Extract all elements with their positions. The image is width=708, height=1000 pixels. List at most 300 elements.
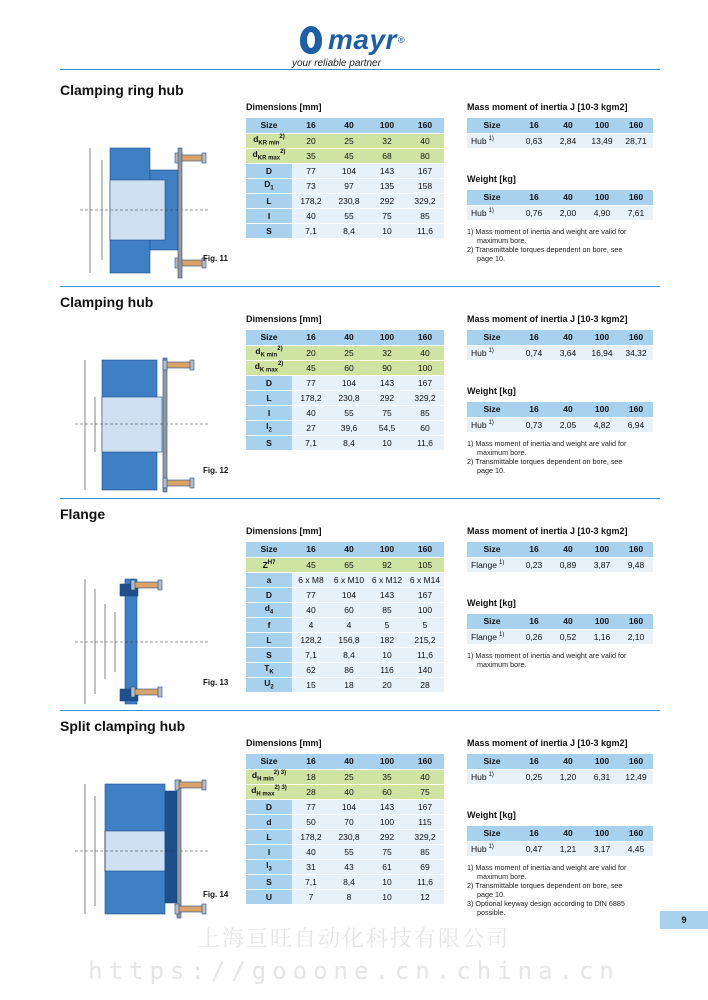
row-label-text: Hub [471, 347, 487, 358]
dimension-value: 104 [330, 375, 368, 390]
dimension-value: 80 [406, 148, 444, 163]
dimension-value: 32 [368, 133, 406, 148]
dimension-label [246, 889, 292, 904]
page-number: 9 [660, 911, 708, 929]
tagline: your reliable partner [288, 58, 385, 69]
dimension-value: 100 [406, 360, 444, 375]
dimension-value: 55 [330, 405, 368, 420]
size-header-cell: 160 [619, 118, 653, 133]
dimension-label [246, 814, 292, 829]
dimension-row [246, 632, 444, 647]
technical-drawing [60, 736, 220, 921]
weight-value: 0,47 [517, 841, 551, 856]
dimension-value: 20 [292, 345, 330, 360]
dimension-value: 45 [330, 148, 368, 163]
footnote-line: 1) Mass moment of inertia and weight are valid for [467, 439, 627, 448]
dimension-value: 60 [406, 420, 444, 435]
dimension-value: 90 [368, 360, 406, 375]
inertia-value: 13,49 [585, 133, 619, 148]
dimension-row [246, 178, 444, 193]
size-header-cell: 16 [517, 826, 551, 841]
dimension-value: 85 [368, 602, 406, 617]
dimension-value: 292 [368, 193, 406, 208]
dimension-label [246, 375, 292, 390]
footnote-line: 2) Transmittable torques dependent on bore, see [467, 881, 623, 890]
dimension-row [246, 193, 444, 208]
size-header-cell: Size [467, 330, 517, 345]
inertia-value: 9,48 [619, 557, 653, 572]
size-header-cell: 160 [619, 826, 653, 841]
inertia-table [467, 118, 653, 149]
dimension-label [246, 632, 292, 647]
dimension-value: 6 x M14 [406, 572, 444, 587]
bolt [166, 362, 192, 368]
row-label-sup: 2) 3) [274, 785, 287, 792]
row-label-text: d [254, 361, 260, 372]
size-header-cell: 100 [585, 190, 619, 205]
size-header-cell: Size [467, 614, 517, 629]
size-header-cell: Size [246, 118, 292, 133]
technical-drawing [60, 312, 220, 497]
dimension-row [246, 148, 444, 163]
bolt-head [163, 360, 167, 370]
dimension-value: 104 [330, 163, 368, 178]
dimension-value: 329,2 [406, 829, 444, 844]
row-label-text: f [267, 619, 271, 630]
footnote-line: page 10. [477, 254, 505, 263]
dimension-label [246, 193, 292, 208]
size-header-cell: 100 [585, 118, 619, 133]
size-header-cell: 16 [292, 754, 330, 769]
size-header-cell: 100 [368, 118, 406, 133]
row-label-sup: 2) [280, 149, 286, 156]
inertia-value: 12,49 [619, 769, 653, 784]
dimension-value: 85 [406, 208, 444, 223]
bolt-head [175, 904, 179, 914]
dimension-value: 140 [406, 662, 444, 677]
dimension-value: 15 [292, 677, 330, 692]
dimension-row [246, 784, 444, 799]
bolt-nut [202, 780, 206, 790]
row-label-sub: 2 [268, 427, 272, 434]
size-header-cell: 40 [551, 118, 585, 133]
section-title: Flange [60, 506, 106, 522]
row-label-text: L [266, 634, 272, 645]
weight-row [467, 205, 653, 220]
row-label-text: D [265, 165, 273, 176]
row-label-text: L [266, 392, 272, 403]
size-header-row [246, 542, 444, 557]
weight-value: 6,94 [619, 417, 653, 432]
size-header-cell: 160 [406, 118, 444, 133]
row-label-text: Flange [471, 631, 497, 642]
weight-value: 0,26 [517, 629, 551, 644]
size-header-cell: Size [467, 754, 517, 769]
weight-table [467, 402, 653, 433]
size-header-cell: 40 [551, 754, 585, 769]
row-label-sub: 4 [269, 609, 274, 616]
dimension-row [246, 677, 444, 692]
mayr-logo-icon [300, 26, 322, 54]
header-rule [60, 69, 660, 70]
brand-name: mayr [328, 24, 397, 55]
flange-body [125, 579, 137, 704]
dimension-row [246, 844, 444, 859]
dimension-value: 25 [330, 133, 368, 148]
weight-value: 1,21 [551, 841, 585, 856]
dimension-value: 35 [368, 769, 406, 784]
dimension-value: 8 [330, 889, 368, 904]
row-label-text: d [251, 770, 258, 781]
footnote-line: maximum bore. [477, 448, 527, 457]
size-header-cell: 16 [292, 118, 330, 133]
weight-title: Weight [kg] [467, 598, 516, 608]
size-header-cell: 100 [368, 542, 406, 557]
size-header-cell: 160 [619, 754, 653, 769]
size-header-cell: 100 [585, 402, 619, 417]
weight-table [467, 826, 653, 857]
dimension-value: 5 [368, 617, 406, 632]
dimension-value: 43 [330, 859, 368, 874]
size-header-row [246, 118, 444, 133]
flange-plate [163, 358, 167, 492]
dimension-label [246, 874, 292, 889]
size-header-cell: 16 [517, 402, 551, 417]
row-label-sub: KR min [258, 140, 280, 147]
dimensions-table [246, 118, 444, 239]
row-label-text: D [264, 179, 271, 190]
dimension-label [246, 844, 292, 859]
dimension-value: 27 [292, 420, 330, 435]
dimension-row [246, 799, 444, 814]
row-label-text: T [264, 663, 270, 674]
bolt [134, 689, 160, 695]
footnote-line: 2) Transmittable torques dependent on bore, see [467, 457, 623, 466]
weight-value: 2,05 [551, 417, 585, 432]
figure-label: Fig. 11 [203, 254, 228, 263]
inertia-value: 0,23 [517, 557, 551, 572]
dimension-row [246, 435, 444, 450]
row-label-sup: 1) [488, 771, 494, 778]
size-header-cell: 40 [551, 614, 585, 629]
footnote-line: 2) Transmittable torques dependent on bore, see [467, 245, 623, 254]
inertia-value: 6,31 [585, 769, 619, 784]
dimension-value: 85 [406, 405, 444, 420]
size-header-cell: 16 [517, 614, 551, 629]
size-header-cell: 160 [406, 542, 444, 557]
inertia-label [467, 345, 517, 360]
dimension-value: 143 [368, 587, 406, 602]
dimension-label [246, 133, 292, 148]
dimension-value: 77 [292, 163, 330, 178]
row-label-text: L [266, 195, 272, 206]
dimension-value: 104 [330, 587, 368, 602]
row-label-text: D [265, 801, 273, 812]
row-label-text: S [266, 437, 272, 448]
dimension-value: 135 [368, 178, 406, 193]
inertia-value: 0,63 [517, 133, 551, 148]
inertia-value: 0,89 [551, 557, 585, 572]
size-header-cell: 100 [585, 542, 619, 557]
inertia-title: Mass moment of inertia J [10-3 kgm2] [467, 738, 628, 748]
row-label-text: U [264, 678, 271, 689]
row-label-text: l [267, 210, 271, 221]
size-header-cell: 100 [585, 330, 619, 345]
size-header-cell: Size [246, 754, 292, 769]
dimension-label [246, 148, 292, 163]
size-header-cell: 40 [330, 542, 368, 557]
size-header-cell: 40 [551, 542, 585, 557]
dimension-value: 143 [368, 163, 406, 178]
dimension-row [246, 208, 444, 223]
dimension-value: 230,8 [330, 193, 368, 208]
dimension-value: 39,6 [330, 420, 368, 435]
dimension-value: 85 [406, 844, 444, 859]
dimension-value: 182 [368, 632, 406, 647]
row-label-text: d [251, 785, 257, 796]
dimension-value: 60 [368, 784, 406, 799]
dimension-label [246, 602, 292, 617]
dimensions-title: Dimensions [mm] [246, 738, 322, 748]
row-label-text: Hub [471, 135, 487, 146]
dimension-value: 35 [292, 148, 330, 163]
dimension-value: 100 [406, 602, 444, 617]
row-label-text: L [266, 831, 272, 842]
dimension-value: 20 [368, 677, 406, 692]
size-header-row [467, 402, 653, 417]
dimension-value: 6 x M12 [368, 572, 406, 587]
dimension-value: 178,2 [292, 193, 330, 208]
size-header-row [467, 826, 653, 841]
dimension-value: 167 [406, 587, 444, 602]
dimension-label [246, 769, 292, 784]
inertia-row [467, 345, 653, 360]
dimension-value: 178,2 [292, 829, 330, 844]
dimension-value: 4 [292, 617, 330, 632]
dimension-value: 75 [368, 208, 406, 223]
footnote-line: maximum bore. [477, 660, 527, 669]
row-label-sub: K max [259, 367, 278, 374]
product-section [0, 506, 708, 711]
inertia-title: Mass moment of inertia J [10-3 kgm2] [467, 102, 628, 112]
dimension-value: 40 [292, 844, 330, 859]
dimension-row [246, 889, 444, 904]
dimension-value: 11,6 [406, 647, 444, 662]
size-header-row [467, 330, 653, 345]
footnote-line: 3) Optional keyway design according to DIN 6885 [467, 899, 625, 908]
size-header-cell: 16 [517, 330, 551, 345]
size-header-cell: 100 [368, 754, 406, 769]
row-label-text: l [267, 846, 271, 857]
row-label-sub: 1 [270, 185, 274, 192]
dimension-value: 40 [406, 769, 444, 784]
size-header-row [467, 754, 653, 769]
size-header-cell: 16 [517, 754, 551, 769]
inertia-label [467, 769, 517, 784]
size-header-cell: 100 [585, 826, 619, 841]
dimension-value: 55 [330, 208, 368, 223]
dimension-label [246, 677, 292, 692]
dimension-value: 28 [406, 677, 444, 692]
flange-plate [177, 780, 181, 918]
inertia-title: Mass moment of inertia J [10-3 kgm2] [467, 526, 628, 536]
dimension-value: 10 [368, 223, 406, 238]
dimension-value: 215,2 [406, 632, 444, 647]
dimension-value: 86 [330, 662, 368, 677]
row-label-text: d [253, 134, 259, 145]
dimension-row [246, 405, 444, 420]
dimensions-title: Dimensions [mm] [246, 314, 322, 324]
dimension-row [246, 572, 444, 587]
weight-row [467, 629, 653, 644]
dimension-row [246, 617, 444, 632]
dimension-value: 92 [368, 557, 406, 572]
weight-value: 4,82 [585, 417, 619, 432]
inertia-table [467, 542, 653, 573]
dimension-value: 55 [330, 844, 368, 859]
weight-table [467, 190, 653, 221]
bolt-nut [202, 153, 206, 163]
page-header [0, 0, 708, 80]
row-label-text: D [265, 377, 273, 388]
inertia-value: 0,25 [517, 769, 551, 784]
dimension-label [246, 799, 292, 814]
dimension-label [246, 420, 292, 435]
dimension-value: 65 [330, 557, 368, 572]
dimension-label [246, 784, 292, 799]
dimension-value: 60 [330, 360, 368, 375]
dimension-value: 40 [292, 602, 330, 617]
dimension-value: 28 [292, 784, 330, 799]
weight-row [467, 841, 653, 856]
dimension-row [246, 345, 444, 360]
size-header-cell: Size [467, 402, 517, 417]
row-label-text: Hub [471, 207, 487, 218]
bolt-head [131, 687, 135, 697]
weight-label [467, 417, 517, 432]
dimension-value: 230,8 [330, 390, 368, 405]
dimension-row [246, 602, 444, 617]
dimension-value: 105 [406, 557, 444, 572]
watermark-url: https://gooone.cn.china.cn [88, 957, 620, 985]
row-label-text: Hub [471, 419, 487, 430]
dimension-value: 25 [330, 769, 368, 784]
dimension-value: 10 [368, 874, 406, 889]
size-header-cell: 100 [368, 330, 406, 345]
size-header-cell: 40 [551, 330, 585, 345]
dimension-value: 75 [368, 844, 406, 859]
dimension-value: 11,6 [406, 435, 444, 450]
dimensions-title: Dimensions [mm] [246, 102, 322, 112]
weight-value: 0,73 [517, 417, 551, 432]
dimension-label [246, 662, 292, 677]
dimension-value: 167 [406, 799, 444, 814]
row-label-sub: K [269, 669, 274, 676]
dimension-row [246, 769, 444, 784]
dimension-value: 77 [292, 375, 330, 390]
footnote-line: 1) Mass moment of inertia and weight are valid for [467, 227, 627, 236]
dimension-value: 100 [368, 814, 406, 829]
dimension-label [246, 405, 292, 420]
row-label-text: S [266, 876, 272, 887]
dimension-value: 7,1 [292, 647, 330, 662]
dimension-value: 12 [406, 889, 444, 904]
size-header-cell: 40 [551, 190, 585, 205]
bolt-nut [190, 360, 194, 370]
dimension-value: 292 [368, 390, 406, 405]
dimension-value: 32 [368, 345, 406, 360]
size-header-row [467, 542, 653, 557]
row-label-text: Hub [471, 843, 487, 854]
dimension-value: 143 [368, 375, 406, 390]
bolt-nut [190, 478, 194, 488]
weight-value: 2,10 [619, 629, 653, 644]
footnote-line: 1) Mass moment of inertia and weight are valid for [467, 863, 627, 872]
size-header-cell: 40 [330, 118, 368, 133]
dimension-row [246, 557, 444, 572]
row-label-text: S [266, 649, 272, 660]
bolt-head [175, 780, 179, 790]
size-header-row [467, 118, 653, 133]
figure-label: Fig. 13 [203, 678, 229, 687]
dimension-value: 10 [368, 647, 406, 662]
inertia-row [467, 133, 653, 148]
product-section [0, 82, 708, 287]
dimension-value: 11,6 [406, 223, 444, 238]
bolt-nut [202, 904, 206, 914]
row-label-sup: 1) [488, 347, 494, 354]
dimension-value: 329,2 [406, 390, 444, 405]
weight-label [467, 841, 517, 856]
size-header-cell: 16 [517, 542, 551, 557]
dimension-value: 11,6 [406, 874, 444, 889]
dimension-row [246, 375, 444, 390]
row-label-sub: H min [257, 776, 274, 783]
bore [102, 397, 162, 452]
dimension-value: 61 [368, 859, 406, 874]
weight-label [467, 629, 517, 644]
section-divider [60, 498, 660, 499]
weight-value: 0,52 [551, 629, 585, 644]
dimension-value: 40 [292, 208, 330, 223]
row-label-text: D [265, 589, 273, 600]
size-header-row [467, 190, 653, 205]
bolt-head [163, 478, 167, 488]
row-label-sup: 1) [499, 631, 505, 638]
dimension-row [246, 874, 444, 889]
dimensions-table [246, 754, 444, 905]
dimension-value: 230,8 [330, 829, 368, 844]
size-header-cell: 16 [292, 330, 330, 345]
row-label-text: a [266, 574, 272, 585]
dimension-value: 45 [292, 360, 330, 375]
bolt-nut [158, 687, 162, 697]
dimension-value: 116 [368, 662, 406, 677]
size-header-cell: 40 [330, 754, 368, 769]
figure-label: Fig. 12 [203, 466, 229, 475]
dimension-value: 6 x M8 [292, 572, 330, 587]
dimension-value: 70 [330, 814, 368, 829]
weight-title: Weight [kg] [467, 386, 516, 396]
dimension-row [246, 420, 444, 435]
inertia-value: 3,64 [551, 345, 585, 360]
dimension-value: 158 [406, 178, 444, 193]
flange-plate [178, 148, 182, 278]
dimension-value: 167 [406, 375, 444, 390]
dimension-label [246, 390, 292, 405]
dimension-value: 60 [330, 602, 368, 617]
footnotes [467, 439, 626, 475]
